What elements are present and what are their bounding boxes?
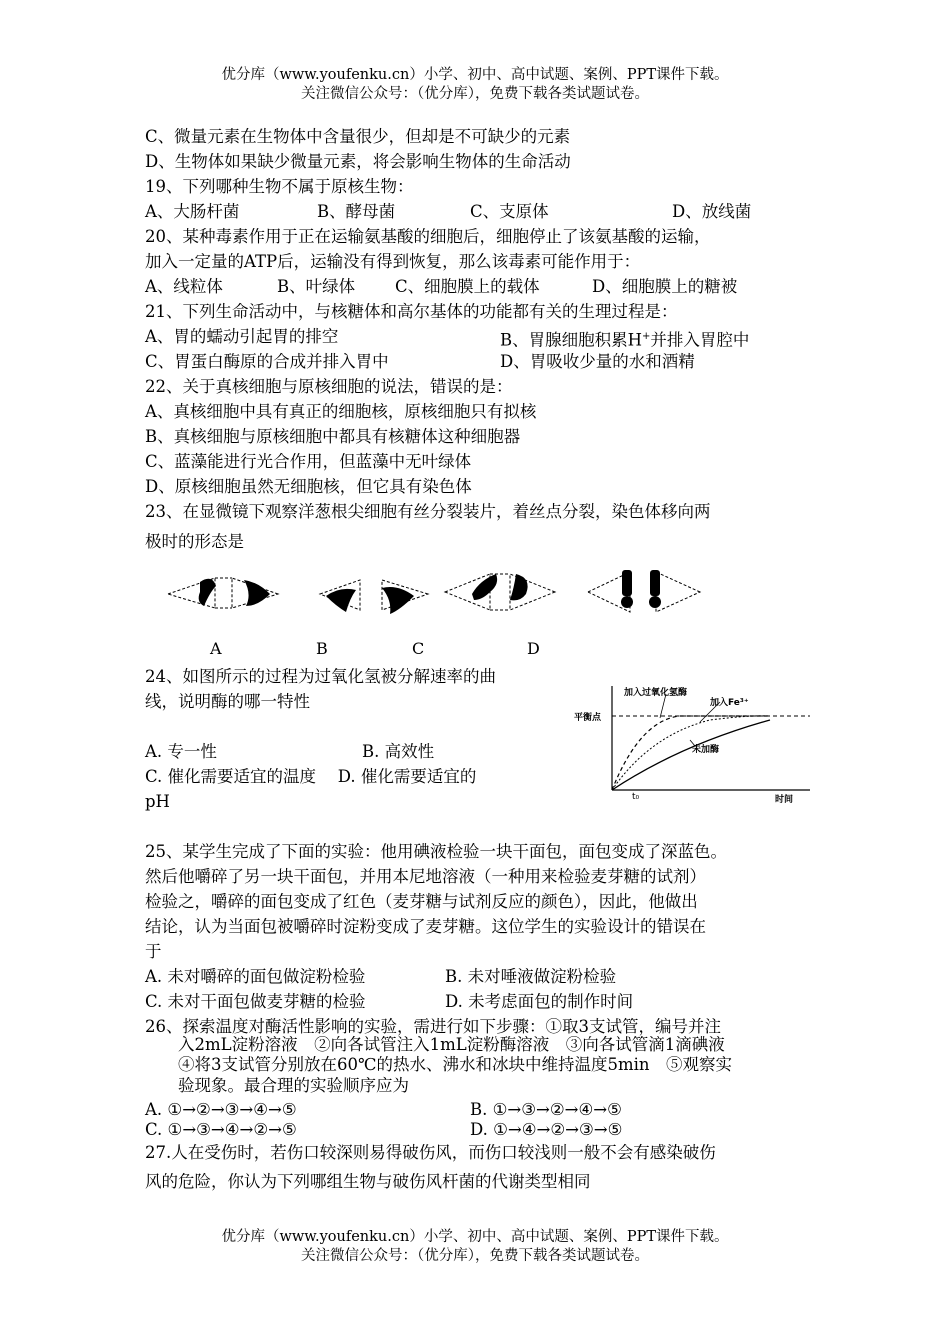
q24-option-b: B. 高效性: [362, 742, 435, 761]
q21-option-d: D、胃吸收少量的水和酒精: [500, 352, 695, 371]
q23-stem-2: 极时的形态是: [145, 532, 244, 551]
q19-option-d: D、放线菌: [672, 202, 752, 221]
q26-option-c: C. ①→③→④→②→⑤: [145, 1120, 297, 1139]
q20-option-d: D、细胞膜上的糖被: [592, 277, 738, 296]
q26-line-2: 入2mL淀粉溶液 ②向各试管注入1mL淀粉酶溶液 ③向各试管滴1滴碘液: [178, 1035, 725, 1054]
q20-option-c: C、细胞膜上的载体: [395, 277, 540, 296]
q20-stem-1: 20、某种毒素作用于正在运输氨基酸的细胞后，细胞停止了该氨基酸的运输，: [145, 227, 711, 246]
q19-option-b: B、酵母菌: [317, 202, 396, 221]
q21-option-c: C、胃蛋白酶原的合成并排入胃中: [145, 352, 389, 371]
graph-label-fe: 加入Fe³⁺: [710, 698, 749, 708]
q24-stem-2: 线，说明酶的哪一特性: [145, 692, 310, 711]
q24-option-a: A. 专一性: [145, 742, 217, 761]
q25-line-3: 检验之，嚼碎的面包变成了红色（麦芽糖与试剂反应的颜色），因此，他做出: [145, 892, 698, 911]
graph-label-t0: t₀: [632, 792, 640, 802]
q22-option-b: B、真核细胞与原核细胞中都具有核糖体这种细胞器: [145, 427, 521, 446]
q25-line-1: 25、某学生完成了下面的实验：他用碘液检验一块干面包，面包变成了深蓝色。: [145, 842, 727, 861]
q23-spindle-figures: [160, 562, 710, 624]
q20-stem-2: 加入一定量的ATP后，运输没有得到恢复，那么该毒素可能作用于：: [145, 252, 641, 271]
q19-option-c: C、支原体: [470, 202, 549, 221]
q25-option-a: A. 未对嚼碎的面包做淀粉检验: [145, 967, 366, 986]
q21-option-a: A、胃的蠕动引起胃的排空: [145, 327, 339, 346]
q23-label-d: D: [527, 639, 540, 658]
q27-line-1: 27.人在受伤时，若伤口较深则易得破伤风，而伤口较浅则一般不会有感染破伤: [145, 1143, 716, 1162]
graph-label-none: 未加酶: [692, 745, 720, 755]
q25-line-5: 于: [145, 942, 162, 961]
q26-option-a: A. ①→②→③→④→⑤: [145, 1100, 297, 1119]
q22-stem: 22、关于真核细胞与原核细胞的说法，错误的是：: [145, 377, 513, 396]
q26-line-3: ④将3支试管分别放在60℃的热水、沸水和冰块中维持温度5min ⑤观察实: [178, 1055, 732, 1074]
q23-label-c: C: [412, 639, 425, 658]
q18-option-d: D、生物体如果缺少微量元素，将会影响生物体的生命活动: [145, 152, 571, 171]
footer-line-2: 关注微信公众号：（优分库），免费下载各类试题试卷。: [301, 1248, 649, 1264]
q22-option-d: D、原核细胞虽然无细胞核，但它具有染色体: [145, 477, 472, 496]
q20-option-a: A、线粒体: [145, 277, 223, 296]
q22-option-c: C、蓝藻能进行光合作用，但蓝藻中无叶绿体: [145, 452, 472, 471]
header-line-2: 关注微信公众号：（优分库），免费下载各类试题试卷。: [301, 86, 649, 102]
q25-option-b: B. 未对唾液做淀粉检验: [445, 967, 617, 986]
q24-graph: [570, 680, 815, 805]
q21-option-b: B、胃腺细胞积累H+并排入胃腔中: [500, 330, 750, 350]
q24-option-d-tail: pH: [145, 792, 170, 811]
q19-option-a: A、大肠杆菌: [145, 202, 240, 221]
q26-line-1: 26、探索温度对酶活性影响的实验，需进行如下步骤：①取3支试管，编号并注: [145, 1017, 721, 1036]
q25-option-d: D. 未考虑面包的制作时间: [445, 992, 634, 1011]
q23-stem-1: 23、在显微镜下观察洋葱根尖细胞有丝分裂装片，着丝点分裂，染色体移向两: [145, 502, 711, 521]
q19-stem: 19、下列哪种生物不属于原核生物：: [145, 177, 414, 196]
q26-option-b: B. ①→③→②→④→⑤: [470, 1100, 622, 1119]
graph-label-balance: 平衡点: [574, 713, 602, 723]
q18-option-c: C、微量元素在生物体中含量很少，但却是不可缺少的元素: [145, 127, 571, 146]
footer-line-1: 优分库（www.youfenku.cn）小学、初中、高中试题、案例、PPT课件下载。: [221, 1229, 729, 1245]
q26-option-d: D. ①→④→②→③→⑤: [470, 1120, 623, 1139]
q27-line-2: 风的危险，你认为下列哪组生物与破伤风杆菌的代谢类型相同: [145, 1172, 591, 1191]
q23-label-b: B: [316, 639, 328, 658]
graph-label-time: 时间: [775, 795, 794, 805]
q25-line-2: 然后他嚼碎了另一块干面包，并用本尼地溶液（一种用来检验麦芽糖的试剂）: [145, 867, 706, 886]
q20-option-b: B、叶绿体: [277, 277, 356, 296]
q24-option-cd: C. 催化需要适宜的温度 D. 催化需要适宜的: [145, 767, 477, 786]
q24-stem-1: 24、如图所示的过程为过氧化氢被分解速率的曲: [145, 667, 496, 686]
q23-label-a: A: [210, 639, 222, 658]
q25-line-4: 结论，认为当面包被嚼碎时淀粉变成了麦芽糖。这位学生的实验设计的错误在: [145, 917, 706, 936]
q25-option-c: C. 未对干面包做麦芽糖的检验: [145, 992, 366, 1011]
q22-option-a: A、真核细胞中具有真正的细胞核，原核细胞只有拟核: [145, 402, 537, 421]
q21-stem: 21、下列生命活动中，与核糖体和高尔基体的功能都有关的生理过程是：: [145, 302, 678, 321]
header-line-1: 优分库（www.youfenku.cn）小学、初中、高中试题、案例、PPT课件下载。: [221, 67, 729, 83]
q26-line-4: 验现象。最合理的实验顺序应为: [178, 1076, 409, 1095]
graph-label-enzyme: 加入过氧化氢酶: [624, 688, 688, 698]
